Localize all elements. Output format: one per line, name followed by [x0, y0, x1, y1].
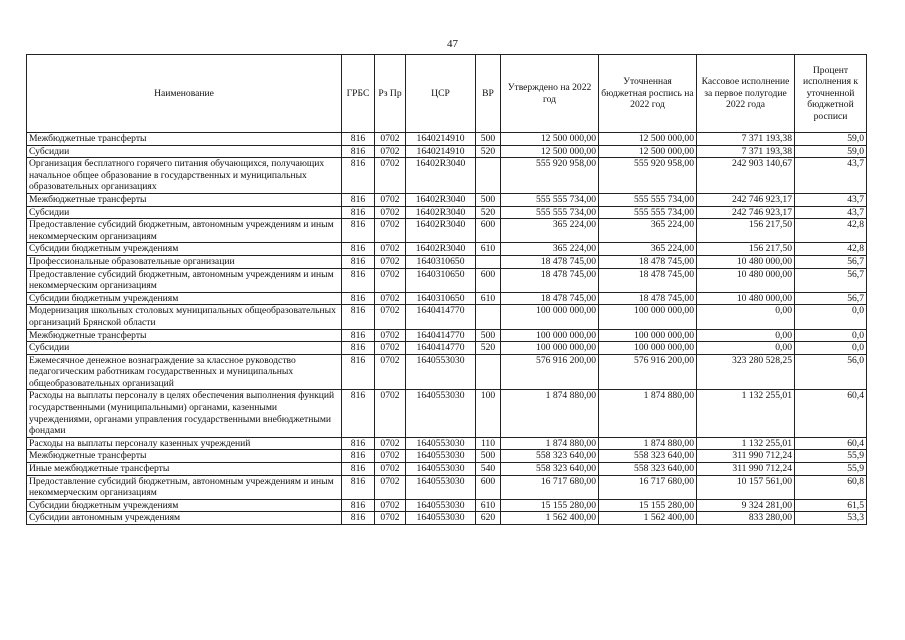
cell-rzpr: 0702	[375, 329, 406, 342]
cell-approved: 12 500 000,00	[501, 133, 599, 146]
cell-percent: 56,7	[795, 292, 867, 305]
cell-vr: 500	[476, 450, 501, 463]
cell-rzpr: 0702	[375, 145, 406, 158]
cell-rzpr: 0702	[375, 255, 406, 268]
cell-grbs: 816	[342, 390, 375, 437]
cell-approved: 18 478 745,00	[501, 268, 599, 292]
cell-approved: 558 323 640,00	[501, 463, 599, 476]
cell-refined: 576 916 200,00	[599, 354, 697, 390]
cell-grbs: 816	[342, 342, 375, 355]
cell-approved: 1 874 880,00	[501, 437, 599, 450]
cell-grbs: 816	[342, 145, 375, 158]
cell-csr: 1640553030	[406, 512, 476, 525]
cell-name: Предоставление субсидий бюджетным, автономным учреждениям и иным некоммерческим организациям	[27, 219, 342, 243]
cell-approved: 576 916 200,00	[501, 354, 599, 390]
cell-refined: 100 000 000,00	[599, 305, 697, 329]
cell-percent: 42,8	[795, 243, 867, 256]
cell-percent: 56,7	[795, 255, 867, 268]
cell-vr: 620	[476, 512, 501, 525]
cell-name: Межбюджетные трансферты	[27, 450, 342, 463]
cell-vr: 110	[476, 437, 501, 450]
cell-vr: 610	[476, 243, 501, 256]
page-number: 47	[447, 38, 458, 50]
table-row	[27, 475, 867, 499]
cell-vr: 500	[476, 133, 501, 146]
cell-percent: 53,3	[795, 512, 867, 525]
header-approved: Утверждено на 2022 год	[501, 55, 599, 133]
header-name: Наименование	[27, 55, 342, 133]
cell-cash: 0,00	[697, 329, 795, 342]
cell-refined: 100 000 000,00	[599, 342, 697, 355]
cell-approved: 558 323 640,00	[501, 450, 599, 463]
cell-vr: 600	[476, 268, 501, 292]
cell-grbs: 816	[342, 475, 375, 499]
cell-rzpr: 0702	[375, 193, 406, 206]
cell-refined: 16 717 680,00	[599, 475, 697, 499]
cell-approved: 16 717 680,00	[501, 475, 599, 499]
cell-grbs: 816	[342, 512, 375, 525]
cell-grbs: 816	[342, 158, 375, 194]
cell-percent: 59,0	[795, 133, 867, 146]
cell-vr: 520	[476, 342, 501, 355]
cell-vr: 520	[476, 145, 501, 158]
cell-vr: 500	[476, 329, 501, 342]
cell-rzpr: 0702	[375, 133, 406, 146]
cell-rzpr: 0702	[375, 463, 406, 476]
cell-percent: 56,0	[795, 354, 867, 390]
cell-cash: 242 746 923,17	[697, 193, 795, 206]
cell-cash: 1 132 255,01	[697, 390, 795, 437]
cell-refined: 100 000 000,00	[599, 329, 697, 342]
cell-csr: 16402R3040	[406, 206, 476, 219]
cell-vr: 610	[476, 292, 501, 305]
header-rzpr: Рз Пр	[375, 55, 406, 133]
cell-rzpr: 0702	[375, 450, 406, 463]
budget-table	[26, 54, 867, 525]
cell-cash: 9 324 281,00	[697, 499, 795, 512]
cell-cash: 7 371 193,38	[697, 133, 795, 146]
cell-csr: 1640414770	[406, 305, 476, 329]
cell-approved: 555 920 958,00	[501, 158, 599, 194]
cell-csr: 1640310650	[406, 255, 476, 268]
cell-cash: 242 746 923,17	[697, 206, 795, 219]
cell-refined: 365 224,00	[599, 243, 697, 256]
cell-rzpr: 0702	[375, 342, 406, 355]
cell-csr: 1640553030	[406, 475, 476, 499]
cell-approved: 12 500 000,00	[501, 145, 599, 158]
cell-grbs: 816	[342, 255, 375, 268]
cell-rzpr: 0702	[375, 390, 406, 437]
cell-cash: 311 990 712,24	[697, 463, 795, 476]
cell-refined: 555 555 734,00	[599, 206, 697, 219]
cell-cash: 10 480 000,00	[697, 255, 795, 268]
cell-grbs: 816	[342, 437, 375, 450]
cell-grbs: 816	[342, 450, 375, 463]
table-body	[27, 133, 867, 525]
cell-percent: 43,7	[795, 206, 867, 219]
cell-grbs: 816	[342, 499, 375, 512]
cell-rzpr: 0702	[375, 158, 406, 194]
cell-refined: 1 874 880,00	[599, 390, 697, 437]
table-row	[27, 145, 867, 158]
cell-grbs: 816	[342, 219, 375, 243]
header-refined: Уточненная бюджетная роспись на 2022 год	[599, 55, 697, 133]
cell-csr: 1640553030	[406, 450, 476, 463]
cell-cash: 156 217,50	[697, 219, 795, 243]
cell-rzpr: 0702	[375, 305, 406, 329]
cell-name: Организация бесплатного горячего питания обучающихся, получающих начальное общее образование в государственных и муниципальных образовательных организациях	[27, 158, 342, 194]
cell-approved: 100 000 000,00	[501, 329, 599, 342]
cell-name: Межбюджетные трансферты	[27, 193, 342, 206]
cell-approved: 1 874 880,00	[501, 390, 599, 437]
cell-name: Межбюджетные трансферты	[27, 133, 342, 146]
cell-percent: 43,7	[795, 193, 867, 206]
cell-approved: 100 000 000,00	[501, 305, 599, 329]
cell-refined: 15 155 280,00	[599, 499, 697, 512]
header-row	[27, 55, 867, 133]
table-row	[27, 219, 867, 243]
cell-grbs: 816	[342, 243, 375, 256]
table-row	[27, 512, 867, 525]
cell-approved: 365 224,00	[501, 243, 599, 256]
cell-cash: 10 480 000,00	[697, 292, 795, 305]
cell-csr: 1640414770	[406, 342, 476, 355]
table-header	[27, 55, 867, 133]
cell-cash: 833 280,00	[697, 512, 795, 525]
table-row	[27, 450, 867, 463]
cell-rzpr: 0702	[375, 219, 406, 243]
header-percent: Процент исполнения к уточненной бюджетной росписи	[795, 55, 867, 133]
cell-percent: 55,9	[795, 450, 867, 463]
table-row	[27, 158, 867, 194]
cell-percent: 43,7	[795, 158, 867, 194]
cell-percent: 55,9	[795, 463, 867, 476]
cell-csr: 1640414770	[406, 329, 476, 342]
table-row	[27, 243, 867, 256]
cell-cash: 7 371 193,38	[697, 145, 795, 158]
cell-percent: 60,8	[795, 475, 867, 499]
table-row	[27, 133, 867, 146]
cell-rzpr: 0702	[375, 512, 406, 525]
cell-name: Ежемесячное денежное вознаграждение за классное руководство педагогическим работникам государственных и муниципальных общеобразовательных организаций	[27, 354, 342, 390]
cell-name: Предоставление субсидий бюджетным, автономным учреждениям и иным некоммерческим организациям	[27, 268, 342, 292]
cell-name: Субсидии бюджетным учреждениям	[27, 292, 342, 305]
cell-cash: 10 480 000,00	[697, 268, 795, 292]
cell-vr: 100	[476, 390, 501, 437]
cell-percent: 0,0	[795, 342, 867, 355]
cell-grbs: 816	[342, 133, 375, 146]
table-row	[27, 255, 867, 268]
cell-csr: 1640553030	[406, 499, 476, 512]
cell-rzpr: 0702	[375, 292, 406, 305]
cell-csr: 1640553030	[406, 390, 476, 437]
cell-vr	[476, 305, 501, 329]
cell-cash: 311 990 712,24	[697, 450, 795, 463]
cell-csr: 1640310650	[406, 292, 476, 305]
cell-vr	[476, 354, 501, 390]
cell-grbs: 816	[342, 329, 375, 342]
cell-cash: 10 157 561,00	[697, 475, 795, 499]
cell-grbs: 816	[342, 354, 375, 390]
cell-name: Межбюджетные трансферты	[27, 329, 342, 342]
cell-csr: 16402R3040	[406, 193, 476, 206]
cell-name: Субсидии	[27, 206, 342, 219]
cell-csr: 16402R3040	[406, 243, 476, 256]
cell-csr: 16402R3040	[406, 219, 476, 243]
cell-grbs: 816	[342, 193, 375, 206]
cell-refined: 558 323 640,00	[599, 450, 697, 463]
table-row	[27, 193, 867, 206]
cell-name: Субсидии	[27, 342, 342, 355]
cell-rzpr: 0702	[375, 437, 406, 450]
cell-percent: 56,7	[795, 268, 867, 292]
header-cash: Кассовое исполнение за первое полугодие 2022 года	[697, 55, 795, 133]
cell-percent: 59,0	[795, 145, 867, 158]
cell-rzpr: 0702	[375, 499, 406, 512]
cell-csr: 1640553030	[406, 437, 476, 450]
cell-percent: 61,5	[795, 499, 867, 512]
cell-approved: 15 155 280,00	[501, 499, 599, 512]
cell-vr: 500	[476, 193, 501, 206]
cell-name: Профессиональные образовательные организации	[27, 255, 342, 268]
cell-name: Модернизация школьных столовых муниципальных общеобразовательных организаций Брянской области	[27, 305, 342, 329]
table-row	[27, 206, 867, 219]
cell-percent: 60,4	[795, 390, 867, 437]
cell-name: Субсидии бюджетным учреждениям	[27, 243, 342, 256]
cell-approved: 555 555 734,00	[501, 193, 599, 206]
cell-name: Расходы на выплаты персоналу в целях обеспечения выполнения функций государственными (муниципальными) органами, казенными учреждениями, органами управления государственными внебюджетными фондами	[27, 390, 342, 437]
cell-name: Субсидии автономным учреждениям	[27, 512, 342, 525]
cell-approved: 365 224,00	[501, 219, 599, 243]
cell-rzpr: 0702	[375, 475, 406, 499]
cell-approved: 100 000 000,00	[501, 342, 599, 355]
cell-approved: 18 478 745,00	[501, 292, 599, 305]
cell-grbs: 816	[342, 268, 375, 292]
cell-approved: 18 478 745,00	[501, 255, 599, 268]
table-row	[27, 329, 867, 342]
cell-csr: 1640553030	[406, 463, 476, 476]
cell-rzpr: 0702	[375, 354, 406, 390]
cell-approved: 1 562 400,00	[501, 512, 599, 525]
cell-rzpr: 0702	[375, 243, 406, 256]
cell-refined: 558 323 640,00	[599, 463, 697, 476]
cell-approved: 555 555 734,00	[501, 206, 599, 219]
table-row	[27, 499, 867, 512]
header-csr: ЦСР	[406, 55, 476, 133]
cell-refined: 12 500 000,00	[599, 145, 697, 158]
cell-refined: 1 562 400,00	[599, 512, 697, 525]
cell-rzpr: 0702	[375, 206, 406, 219]
cell-refined: 18 478 745,00	[599, 268, 697, 292]
cell-vr: 540	[476, 463, 501, 476]
cell-name: Субсидии	[27, 145, 342, 158]
cell-name: Расходы на выплаты персоналу казенных учреждений	[27, 437, 342, 450]
table-row	[27, 268, 867, 292]
cell-vr: 600	[476, 475, 501, 499]
header-vr: ВР	[476, 55, 501, 133]
cell-grbs: 816	[342, 206, 375, 219]
cell-percent: 0,0	[795, 305, 867, 329]
cell-refined: 555 920 958,00	[599, 158, 697, 194]
cell-vr: 520	[476, 206, 501, 219]
cell-refined: 12 500 000,00	[599, 133, 697, 146]
table-row	[27, 305, 867, 329]
cell-cash: 1 132 255,01	[697, 437, 795, 450]
cell-refined: 365 224,00	[599, 219, 697, 243]
cell-csr: 1640553030	[406, 354, 476, 390]
cell-cash: 0,00	[697, 305, 795, 329]
header-grbs: ГРБС	[342, 55, 375, 133]
cell-name: Предоставление субсидий бюджетным, автономным учреждениям и иным некоммерческим организациям	[27, 475, 342, 499]
cell-csr: 1640214910	[406, 133, 476, 146]
cell-grbs: 816	[342, 305, 375, 329]
cell-refined: 1 874 880,00	[599, 437, 697, 450]
cell-csr: 1640214910	[406, 145, 476, 158]
table-row	[27, 463, 867, 476]
cell-csr: 16402R3040	[406, 158, 476, 194]
table-row	[27, 354, 867, 390]
cell-cash: 323 280 528,25	[697, 354, 795, 390]
cell-refined: 18 478 745,00	[599, 255, 697, 268]
cell-refined: 555 555 734,00	[599, 193, 697, 206]
table-row	[27, 292, 867, 305]
cell-vr: 600	[476, 219, 501, 243]
cell-grbs: 816	[342, 292, 375, 305]
cell-vr: 610	[476, 499, 501, 512]
cell-name: Иные межбюджетные трансферты	[27, 463, 342, 476]
table-row	[27, 390, 867, 437]
table-row	[27, 437, 867, 450]
cell-name: Субсидии бюджетным учреждениям	[27, 499, 342, 512]
cell-vr	[476, 255, 501, 268]
cell-cash: 242 903 140,67	[697, 158, 795, 194]
cell-percent: 0,0	[795, 329, 867, 342]
cell-refined: 18 478 745,00	[599, 292, 697, 305]
cell-cash: 156 217,50	[697, 243, 795, 256]
table-row	[27, 342, 867, 355]
cell-vr	[476, 158, 501, 194]
cell-percent: 60,4	[795, 437, 867, 450]
cell-percent: 42,8	[795, 219, 867, 243]
cell-grbs: 816	[342, 463, 375, 476]
cell-csr: 1640310650	[406, 268, 476, 292]
cell-cash: 0,00	[697, 342, 795, 355]
cell-rzpr: 0702	[375, 268, 406, 292]
